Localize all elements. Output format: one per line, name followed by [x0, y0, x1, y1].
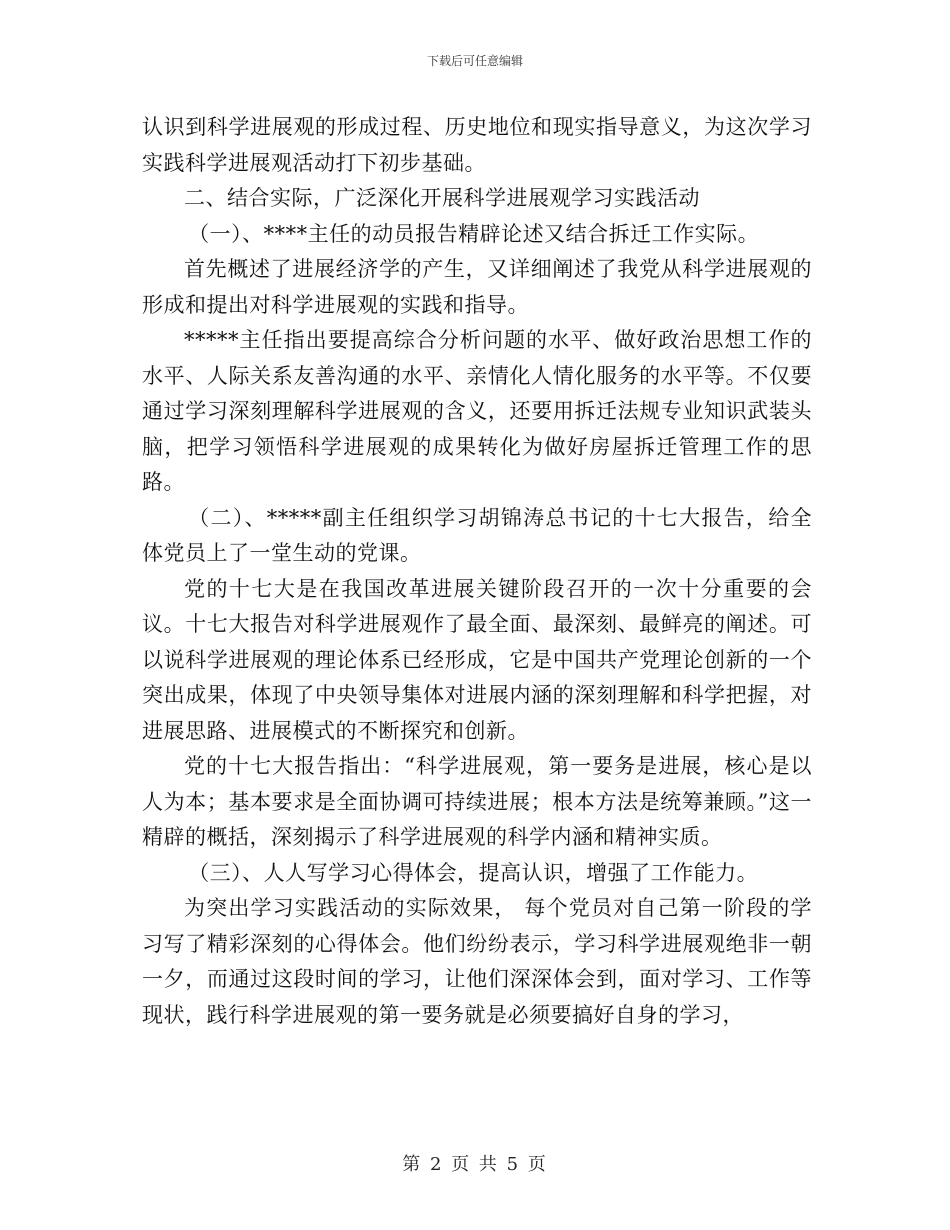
subheading-one: （一）、****主任的动员报告精辟论述又结合拆迁工作实际。	[188, 221, 760, 246]
page-number: 第 2 页 共 5 页	[402, 1154, 548, 1175]
page-header-note: 下载后可任意编辑	[426, 54, 523, 68]
paragraph-continuation: 认识到科学进展观的形成过程、历史地位和现实指导意义，为这次学习实践科学进展观活动打下初步基础。	[142, 115, 812, 175]
document-body	[142, 110, 812, 1033]
subheading-two: （二）、*****副主任组织学习胡锦涛总书记的十七大报告，给全体党员上了一堂生动的党课。	[142, 505, 812, 565]
paragraph: 党的十七大报告指出：“科学进展观，第一要务是进展，核心是以人为本；基本要求是全面协调可持续进展；根本方法是统筹兼顾。”这一精辟的概括，深刻揭示了科学进展观的科学内涵和精神实质。	[142, 754, 812, 849]
section-heading-two: 二、结合实际，广泛深化开展科学进展观学习实践活动	[184, 186, 700, 210]
paragraph: 首先概述了进展经济学的产生，又详细阐述了我党从科学进展观的形成和提出对科学进展观的实践和指导。	[142, 257, 812, 317]
paragraph: 为突出学习实践活动的实际效果， 每个党员对自己第一阶段的学习写了精彩深刻的心得体会。他们纷纷表示，学习科学进展观绝非一朝一夕，而通过这段时间的学习，让他们深深体会到，面对学习、工作等现状，践行科学进展观的第一要务就是必须要搞好自身的学习，	[142, 896, 812, 1027]
subheading-three: （三）、人人写学习心得体会，提高认识，增强了工作能力。	[188, 860, 759, 885]
paragraph: *****主任指出要提高综合分析问题的水平、做好政治思想工作的水平、人际关系友善沟通的水平、亲情化人情化服务的水平等。不仅要通过学习深刻理解科学进展观的含义，还要用拆迁法规专业知识武装头脑，把学习领悟科学进展观的成果转化为做好房屋拆迁管理工作的思路。	[142, 328, 812, 494]
paragraph: 党的十七大是在我国改革进展关键阶段召开的一次十分重要的会议。十七大报告对科学进展观作了最全面、最深刻、最鲜亮的阐述。可以说科学进展观的理论体系已经形成，它是中国共产党理论创新的一个突出成果，体现了中央领导集体对进展内涵的深刻理解和科学把握，对进展思路、进展模式的不断探究和创新。	[142, 576, 812, 743]
